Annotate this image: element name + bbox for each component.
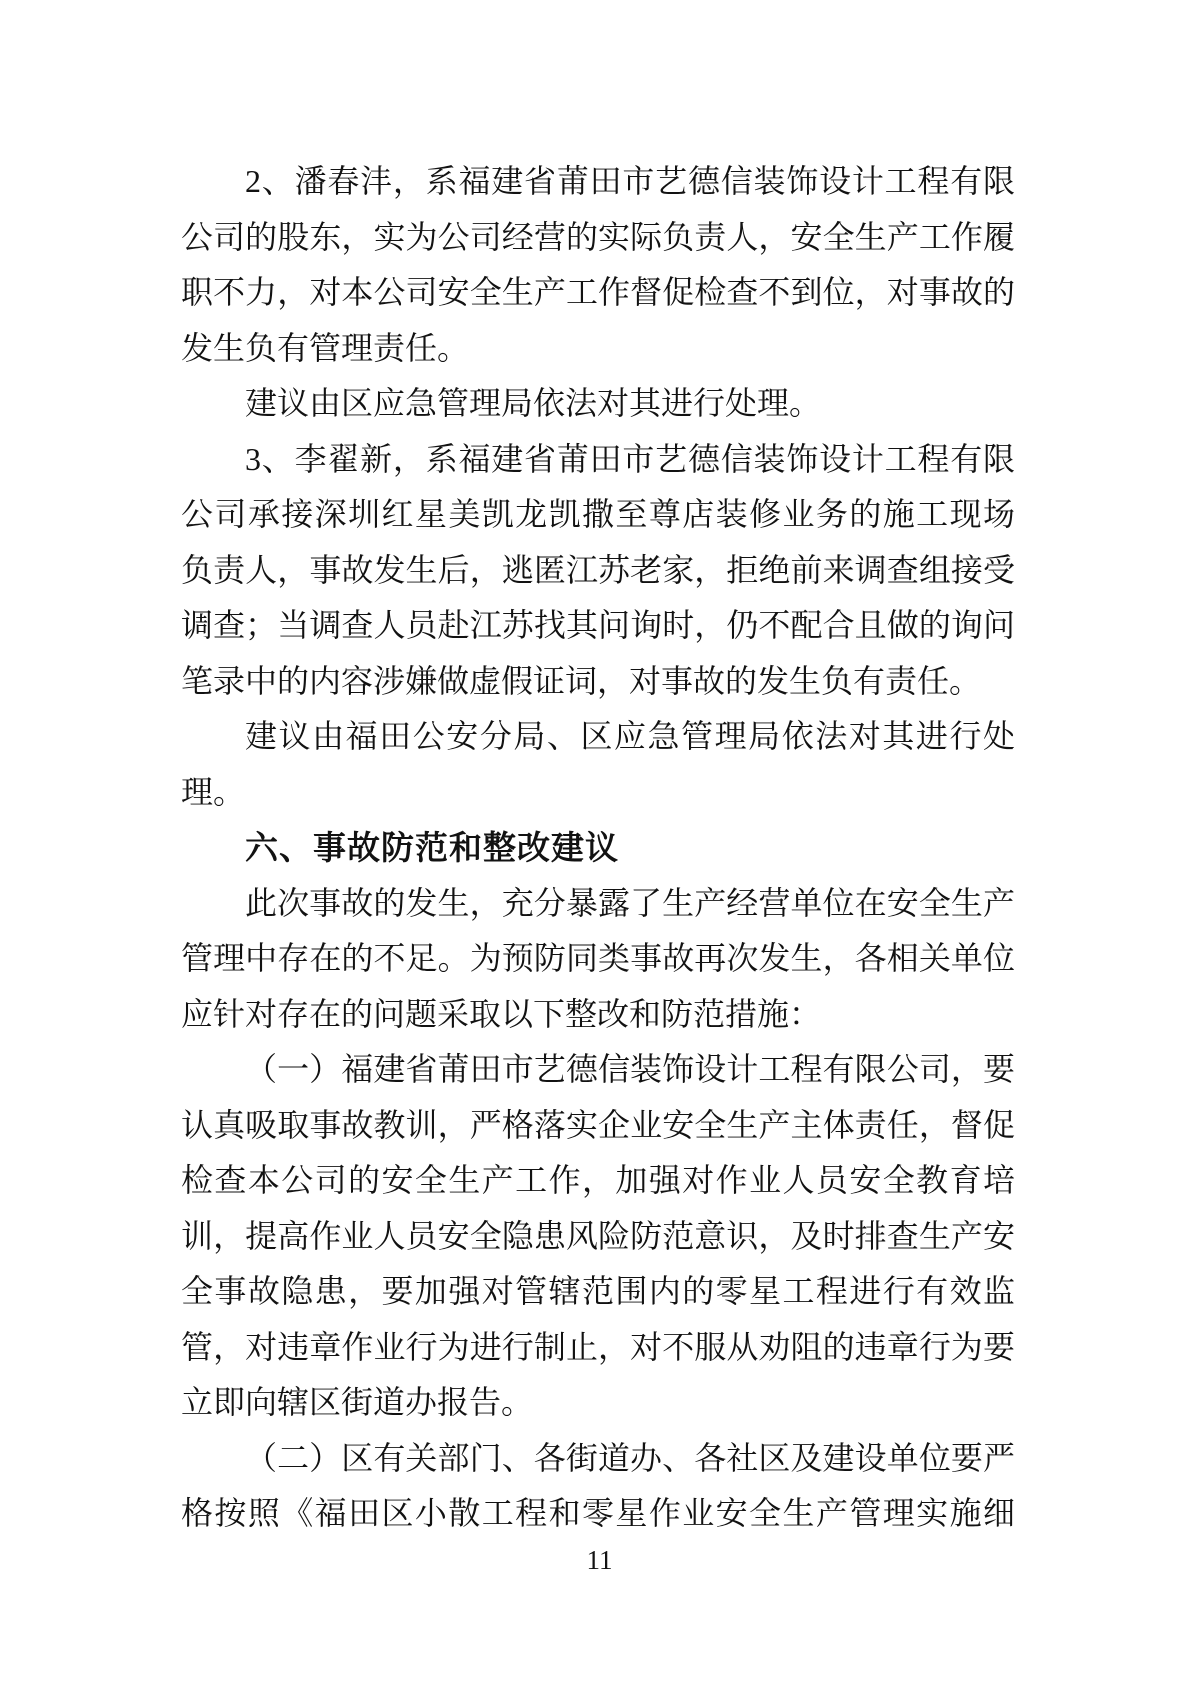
text-line: 建议由福田公安分局、区应急管理局依法对其进行处 [245, 718, 1015, 754]
paragraph [181, 876, 1015, 1043]
document-body [181, 154, 1015, 1542]
paragraph [181, 1431, 1015, 1542]
text-line: 管，对违章作业行为进行制止，对不服从劝阻的违章行为要 [181, 1328, 1015, 1365]
text-line: 格按照《福田区小散工程和零星作业安全生产管理实施细 [181, 1495, 1015, 1531]
text-line: 训，提高作业人员安全隐患风险防范意识，及时排查生产安 [181, 1217, 1015, 1254]
section-heading [181, 820, 1015, 876]
text-line: 调查；当调查人员赴江苏找其问询时，仍不配合且做的询问 [181, 607, 1015, 643]
text-line: 全事故隐患，要加强对管辖范围内的零星工程进行有效监 [181, 1273, 1015, 1309]
text-line: 笔录中的内容涉嫌做虚假证词，对事故的发生负有责任。 [181, 662, 982, 699]
text-line: 理。 [181, 773, 246, 810]
text-line: 此次事故的发生，充分暴露了生产经营单位在安全生产 [245, 884, 1015, 921]
text-line: 公司的股东，实为公司经营的实际负责人，安全生产工作履 [181, 218, 1015, 255]
paragraph [181, 432, 1015, 710]
text-line: 管理中存在的不足。为预防同类事故再次发生，各相关单位 [181, 940, 1015, 976]
page-number: 11 [586, 1545, 613, 1575]
paragraph [181, 1042, 1015, 1431]
text-line: 建议由区应急管理局依法对其进行处理。 [245, 385, 822, 421]
paragraph [181, 154, 1015, 376]
paragraph [181, 709, 1015, 820]
text-line: 立即向辖区街道办报告。 [181, 1384, 534, 1420]
text-line: （二）区有关部门、各街道办、各社区及建设单位要严 [245, 1439, 1015, 1476]
text-line: 2、潘春沣，系福建省莆田市艺德信装饰设计工程有限 [245, 163, 1015, 199]
text-line: 公司承接深圳红星美凯龙凯撒至尊店装修业务的施工现场 [181, 496, 1015, 532]
text-line: 职不力，对本公司安全生产工作督促检查不到位，对事故的 [181, 274, 1015, 310]
text-line: 认真吸取事故教训，严格落实企业安全生产主体责任，督促 [181, 1106, 1015, 1143]
text-line: 检查本公司的安全生产工作，加强对作业人员安全教育培 [181, 1162, 1015, 1198]
text-line: （一）福建省莆田市艺德信装饰设计工程有限公司，要 [245, 1051, 1015, 1087]
text-line: 负责人，事故发生后，逃匿江苏老家，拒绝前来调查组接受 [181, 551, 1015, 588]
text-line: 发生负有管理责任。 [181, 329, 470, 366]
heading-line: 六、事故防范和整改建议 [245, 829, 619, 866]
text-line: 3、李翟新，系福建省莆田市艺德信装饰设计工程有限 [245, 440, 1015, 477]
text-line: 应针对存在的问题采取以下整改和防范措施： [181, 995, 822, 1032]
paragraph [181, 376, 1015, 432]
